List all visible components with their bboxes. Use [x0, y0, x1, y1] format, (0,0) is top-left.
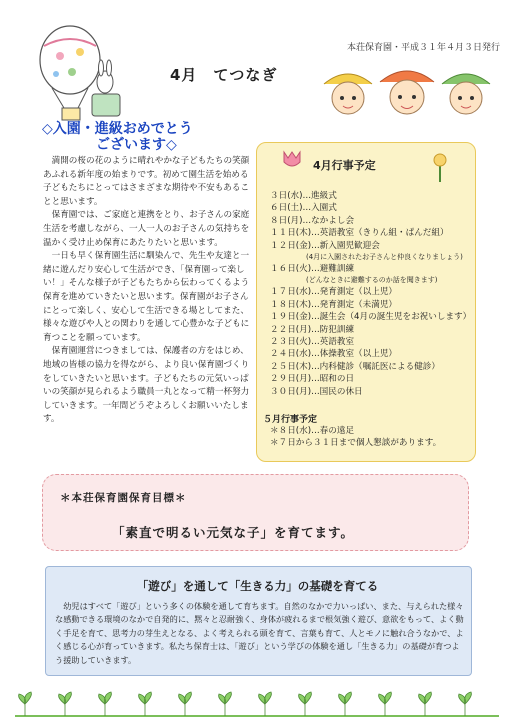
page-title: 4月 てつなぎ	[170, 66, 278, 84]
event-note: (どんなときに避難するのか話を聞きます)	[306, 276, 438, 285]
tulip-icon	[276, 148, 310, 172]
event-item: １２日(金)…新入園児歓迎会	[270, 240, 380, 251]
balloon-illustration	[30, 22, 125, 130]
event-item: ２９日(月)…昭和の日	[270, 374, 355, 385]
flower-icon	[426, 150, 454, 184]
may-events-list	[270, 425, 441, 450]
goal-heading: ＊本荘保育園保育目標＊	[60, 492, 187, 504]
events-list	[270, 190, 470, 398]
event-item: ６日(土)…入園式	[270, 203, 337, 214]
event-item: １６日(火)…避難訓練	[270, 264, 355, 275]
sprout-border-illustration	[15, 686, 499, 720]
goal-statement: 「素直で明るい元気な子」を育てます。	[112, 525, 355, 540]
event-item: ８日(月)…なかよし会	[270, 215, 355, 226]
event-item: ２２日(月)…防犯訓練	[270, 324, 355, 335]
headline-line1: ◇入園・進級おめでとう	[42, 121, 193, 137]
event-item: １７日(水)…発育測定（以上児）	[270, 287, 398, 298]
headline-line2: ございます◇	[96, 137, 177, 153]
event-item: １１日(木)…英語教室（きりん組・ぱんだ組）	[270, 228, 449, 239]
event-item: ２５日(木)…内科健診（嘱託医による健診）	[270, 361, 440, 372]
children-illustration	[318, 62, 496, 124]
basis-text: 幼児はすべて「遊び」という多くの体験を通して育ちます。自然のなかで力いっぱい、また、与えられた様々な感動できる環境のなかで自発的に、黙々と忍耐強く、身体が疲れるまで根気強く遊び、意欲をもって、よく動く手足を育て、思考力の芽生えとなる、よく考えられる頭を育て、言葉も育て、人とモノに触れ合うなかで、よく感じる心が育っていきます。私たち保育士は、「遊び」という学びの体験を通し「生きる力」の基礎が育つよう援助していきます。	[55, 601, 464, 665]
paragraph: 保育園では、ご家庭と連携をとり、お子さんの家庭生活を考慮しながら、一人一人のお子さんの気持ちを温かく受け止め保育にあたりたいと思います。	[43, 210, 250, 248]
paragraph: 満開の桜の花のように晴れやかな子どもたちの笑顔あふれる新年度の始まりです。初めて園生活を始める子どもたちにとってはさまざまな期待や不安もあることと思います。	[43, 156, 250, 207]
event-item: ３０日(月)…国民の休日	[270, 386, 363, 397]
event-item: １８日(木)…発育測定（未満児）	[270, 299, 398, 310]
event-item: １９日(金)…誕生会（4月の誕生児をお祝いします）	[270, 312, 472, 323]
may-event-item: ＊８日(水)…春の遠足	[270, 426, 355, 436]
event-note: (4月に入園されたお子さんと仲良くなりましょう)	[306, 253, 463, 262]
events-heading: 4月行事予定	[313, 159, 376, 172]
may-events-heading: ５月行事予定	[263, 415, 318, 425]
basis-heading: 「遊び」を通して「生きる力」の基礎を育てる	[136, 579, 379, 593]
event-item: ２４日(水)…体操教室（以上児）	[270, 349, 398, 360]
publisher-line: 本荘保育園・平成３１年４月３日発行	[346, 43, 500, 53]
headline	[42, 121, 193, 153]
may-event-item: ＊７日から３１日まで個人懇談があります。	[270, 438, 442, 449]
paragraph: 一日も早く保育園生活に馴染んで、先生や友達と一緒に遊んだり安心して生活ができ、「保育園って楽しい！」そんな様子が子どもたちから伝わってくるよう保育を進めていきたいと思います。保育園がお子さんにとって楽しく、安心して生活できる場としてまた、様々な遊びや人との関わりを通して心豊かな子どもに育つことを願っています。	[43, 251, 250, 343]
paragraph: 保育園運営につきましては、保護者の方をはじめ、地域の皆様の協力を得ながら、より良い保育園づくりをしていきたいと思います。子どもたちの元気いっぱいの笑顔が見られるよう職員一丸となって精一杯努力していきます。一年間どうぞよろしくお願いいたします。	[43, 346, 250, 425]
greeting-body	[43, 155, 250, 427]
event-item: ３日(水)…進級式	[270, 191, 337, 201]
event-item: ２３日(火)…英語教室	[270, 337, 355, 348]
